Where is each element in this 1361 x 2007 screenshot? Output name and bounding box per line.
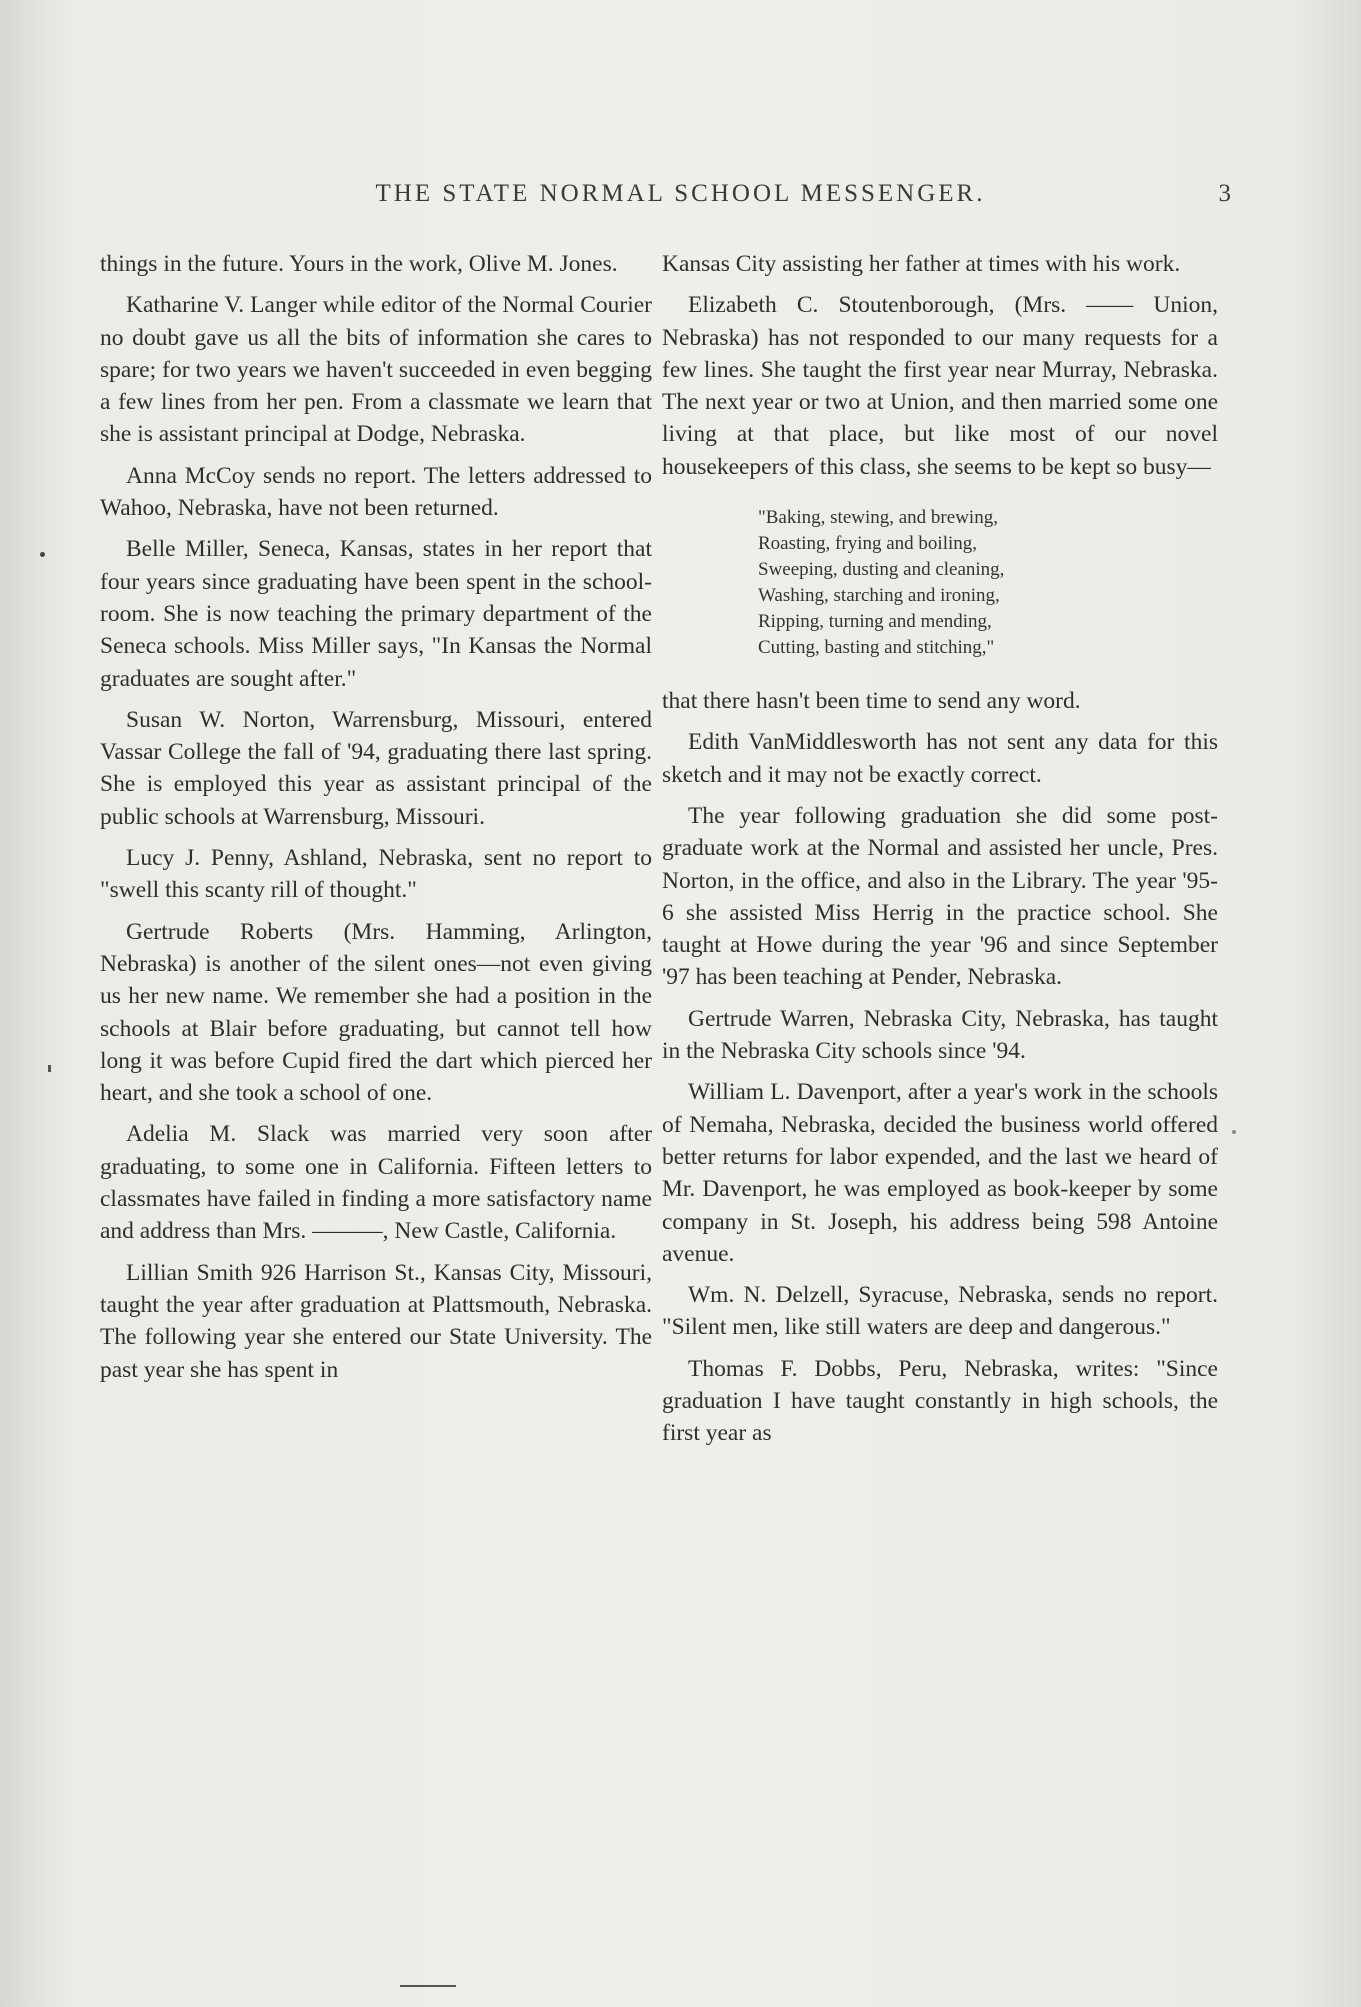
page-header [0,180,1361,220]
paragraph-gertrude-roberts: Gertrude Roberts (Mrs. Hamming, Arlington, Nebraska) is another of the silent ones—not even giving us her new name. We remember she had a position in the schools at Blair before graduating, but cannot tell how long it was before Cupid fired the dart which pierced her heart, and she took a school of one. [100,918,652,1107]
running-title: THE STATE NORMAL SCHOOL MESSENGER. [375,180,986,207]
page-number: 3 [1218,180,1231,207]
poem-line: Roasting, frying and boiling, [758,533,978,555]
paragraph-edith-vanmiddlesworth: Edith VanMiddlesworth has not sent any data for this sketch and it may not be exactly correct. [662,729,1218,788]
paragraph-olive-jones: things in the future. Yours in the work, Olive M. Jones. [100,251,618,277]
poem-line: Sweeping, dusting and cleaning, [758,559,1005,581]
paragraph-thomas-dobbs: Thomas F. Dobbs, Peru, Nebraska, writes: "Since graduation I have taught constantly in high schools, the first year as [662,1355,1218,1447]
poem-line: "Baking, stewing, and brewing, [758,507,998,529]
right-column [662,248,1218,1450]
poem-quote [758,505,1218,661]
paragraph-kansas-city-continued: Kansas City assisting her father at times with his work. [662,251,1181,277]
paragraph-wm-delzell: Wm. N. Delzell, Syracuse, Nebraska, sends no report. "Silent men, like still waters are deep and dangerous." [662,1282,1218,1341]
paragraph-adelia-slack: Adelia M. Slack was married very soon after graduating, to some one in California. Fifteen letters to classmates have failed in finding a more satisfactory name and address than Mrs. ———, New Castle, California. [100,1121,652,1245]
poem-line: Ripping, turning and mending, [758,611,992,633]
paragraph-susan-norton: Susan W. Norton, Warrensburg, Missouri, entered Vassar College the fall of '94, graduating there last spring. She is employed this year as assistant principal of the public schools at Warrensburg, Missouri. [100,706,652,830]
paragraph-gertrude-warren: Gertrude Warren, Nebraska City, Nebraska, has taught in the Nebraska City schools since '94. [662,1005,1218,1065]
paragraph-anna-mccoy: Anna McCoy sends no report. The letters addressed to Wahoo, Nebraska, have not been returned. [100,462,652,522]
print-speck [1232,1130,1236,1134]
poem-line: Washing, starching and ironing, [758,585,1000,607]
paragraph-lucy-penny: Lucy J. Penny, Ashland, Nebraska, sent no report to "swell this scanty rill of thought." [100,845,652,904]
left-column [100,248,652,1386]
footer-rule [400,1985,456,1987]
poem-line: Cutting, basting and stitching," [758,637,995,659]
paragraph-elizabeth-stoutenborough: Elizabeth C. Stoutenborough, (Mrs. —— Union, Nebraska) has not responded to our many requests for a few lines. She taught the first year near Murray, Nebraska. The next year or two at Union, and then married some one living at that place, but like most of our novel housekeepers of this class, she seems to be kept so busy— [662,292,1218,480]
print-speck [40,552,45,557]
paragraph-lillian-smith: Lillian Smith 926 Harrison St., Kansas City, Missouri, taught the year after graduation at Plattsmouth, Nebraska. The following year she entered our State University. The past year she has spent in [100,1259,652,1383]
paragraph-year-following: The year following graduation she did some post-graduate work at the Normal and assisted her uncle, Pres. Norton, in the office, and also in the Library. The year '95-6 she assisted Miss Herrig in the practice school. She taught at Howe during the year '96 and since September '97 has been teaching at Pender, Nebraska. [662,802,1218,991]
paragraph-william-davenport: William L. Davenport, after a year's work in the schools of Nemaha, Nebraska, decided the business world offered better returns for labor expended, and the last we heard of Mr. Davenport, he was employed as book-keeper by some company in St. Joseph, his address being 598 Antoine avenue. [662,1079,1218,1267]
paragraph-belle-miller: Belle Miller, Seneca, Kansas, states in her report that four years since graduating have been spent in the school-room. She is now teaching the primary department of the Seneca schools. Miss Miller says, "In Kansas the Normal graduates are sought after." [100,536,652,692]
paragraph-katharine-langer: Katharine V. Langer while editor of the Normal Courier no doubt gave us all the bits of information she cares to spare; for two years we haven't succeeded in even begging a few lines from her pen. From a classmate we learn that she is assistant principal at Dodge, Nebraska. [100,292,652,448]
print-speck [48,1065,51,1072]
paragraph-no-time: that there hasn't been time to send any word. [662,688,1081,715]
